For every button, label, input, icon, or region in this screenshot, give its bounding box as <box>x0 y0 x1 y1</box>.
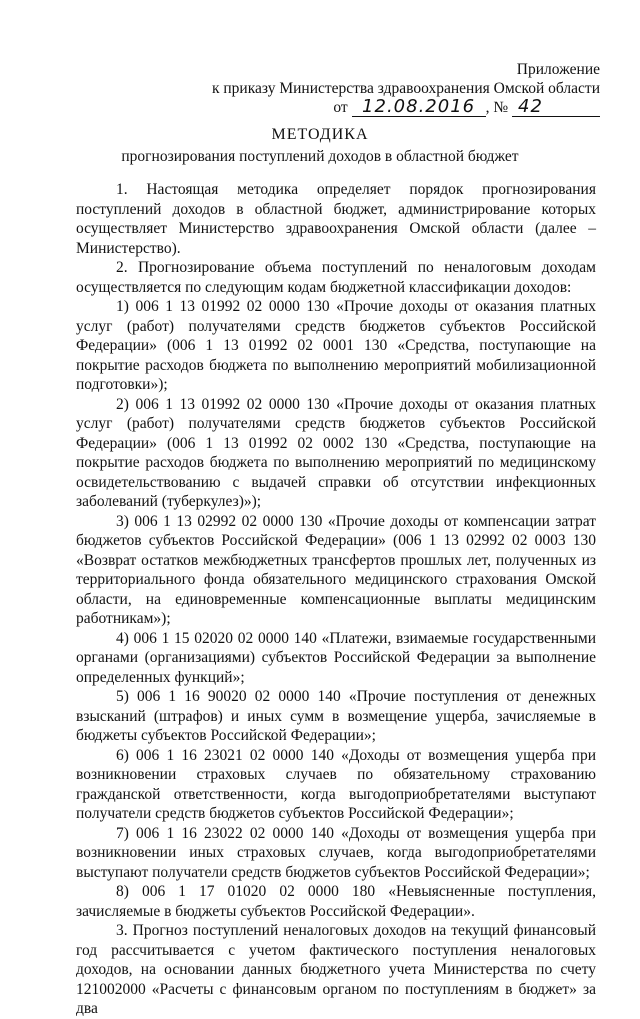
appendix-order-reference: к приказу Министерства здравоохранения Омской области <box>211 80 600 97</box>
appendix-date-line: от 12.08.2016 , № 42 <box>212 98 600 117</box>
list-item: 3) 006 1 13 02992 02 0000 130 «Прочие доходы от компенсации затрат бюджетов субъектов Российской Федерации» (006 1 13 02992 02 0003 130 «Возврат остатков межбюджетных трансфертов прошлых лет, полученных из территориального фонда обязательного медицинского страхования Омской области, на единовременные компенсационные выплаты медицинским работникам»); <box>76 512 596 627</box>
from-label: от <box>333 99 348 116</box>
handwritten-date: 12.08.2016 <box>362 96 476 117</box>
list-item: 7) 006 1 16 23022 02 0000 140 «Доходы от возмещения ущерба при возникновении иных страховых случаев, когда выгодоприобретателями выступают получатели средств бюджетов субъектов Российской Федерации»; <box>76 824 596 881</box>
appendix-title: Приложение <box>516 61 600 78</box>
list-item: 2) 006 1 13 01992 02 0000 130 «Прочие доходы от оказания платных услуг (работ) получателями средств бюджетов субъектов Российской Федерации» (006 1 13 01992 02 0002 130 «Средства, поступающие на покрытие расходов бюджета по выполнению мероприятий по медицинскому освидетельствованию с выдачей справки об отсутствии инфекционных заболеваний (туберкулез)»); <box>76 395 596 510</box>
number-sign: № <box>493 99 509 116</box>
document-title: МЕТОДИКА <box>271 126 369 143</box>
list-item: 5) 006 1 16 90020 02 0000 140 «Прочие поступления от денежных взысканий (штрафов) и иных сумм в возмещение ущерба, зачисляемые в бюджеты субъектов Российской Федерации»; <box>76 688 596 744</box>
list-item: 1) 006 1 13 01992 02 0000 130 «Прочие доходы от оказания платных услуг (работ) получателями средств бюджетов субъектов Российской Федерации» (006 1 13 01992 02 0001 130 «Средства, поступающие на покрытие расходов бюджета по выполнению мероприятий мобилизационной подготовки»); <box>76 298 596 393</box>
paragraph: 3. Прогноз поступлений неналоговых доходов на текущий финансовый год рассчитывается с учетом фактического поступления неналоговых доходов, на основании данных бюджетного учета Министерства по счету 121002000 «Расчеты с финансовым органом по поступлениям в бюджет» за два <box>76 922 596 1017</box>
list-item: 6) 006 1 16 23021 02 0000 140 «Доходы от возмещения ущерба при возникновении страховых случаев по обязательному страхованию гражданской ответственности, когда выгодоприобретателями выступают получатели средств бюджетов субъектов Российской Федерации»; <box>76 746 596 822</box>
list-item: 4) 006 1 15 02020 02 0000 140 «Платежи, взимаемые государственными органами (организациями) субъектов Российской Федерации за выполнение определенных функций»; <box>76 629 596 686</box>
date-field <box>352 96 486 117</box>
document-body <box>76 180 596 1019</box>
number-field <box>512 96 600 117</box>
paragraph: 2. Прогнозирование объема поступлений по неналоговым доходам осуществляется по следующим кодам бюджетной классификации доходов: <box>76 259 596 296</box>
handwritten-number: 42 <box>518 96 543 117</box>
document-subtitle: прогнозирования поступлений доходов в областной бюджет <box>121 148 519 165</box>
list-item: 8) 006 1 17 01020 02 0000 180 «Невыясненные поступления, зачисляемые в бюджеты субъектов Российской Федерации». <box>76 883 596 920</box>
appendix-block <box>212 60 600 117</box>
paragraph: 1. Настоящая методика определяет порядок прогнозирования поступлений доходов в областной бюджет, администрирование которых осуществляет Министерство здравоохранения Омской области (далее – Министерство). <box>76 181 596 257</box>
